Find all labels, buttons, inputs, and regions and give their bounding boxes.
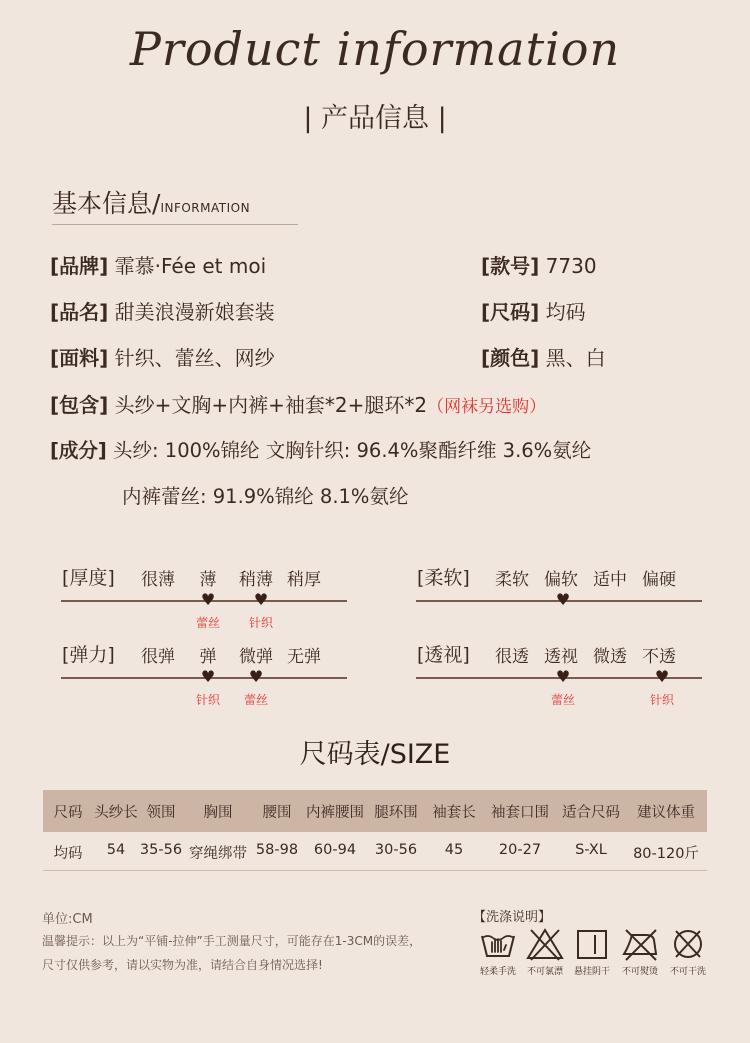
scale-option: 弹: [199, 647, 217, 667]
table-header-cell: 头纱长: [94, 805, 138, 821]
table-cell: 20-27: [498, 842, 542, 858]
hand-wash-icon: [478, 926, 518, 962]
scale-mark-label: 蕾丝: [550, 693, 575, 707]
no-bleach-icon: [525, 926, 565, 962]
scale-option: 很弹: [141, 647, 175, 667]
size-table-title: 尺码表/SIZE: [299, 739, 451, 770]
table-cell: 60-94: [313, 842, 357, 858]
table-header-cell: 腿环围: [374, 805, 418, 821]
info-row-size: [尺码] 均码: [481, 300, 586, 324]
info-row-includes: [包含] 头纱+文胸+内裤+袖套*2+腿环*2（网袜另选购）: [50, 393, 547, 417]
heart-icon: ♥: [555, 667, 571, 686]
table-cell: 30-56: [374, 842, 418, 858]
scale-title-softness: [柔软]: [417, 567, 470, 589]
scale-mark-label: 蕾丝: [243, 693, 268, 707]
info-row-color: [颜色] 黑、白: [481, 346, 606, 370]
table-header-cell: 领围: [146, 805, 176, 821]
heart-icon: ♥: [555, 590, 571, 609]
includes-note: （网袜另选购）: [427, 397, 547, 417]
scale-option: 很薄: [141, 570, 175, 590]
tip-line-2: 尺寸仅供参考，请以实物为准，请结合自身情况选择!: [42, 958, 323, 972]
scale-option: 透视: [544, 647, 578, 667]
heart-icon: ♥: [253, 590, 269, 609]
info-row-composition: [成分] 头纱: 100%锦纶 文胸针织: 96.4%聚酯纤维 3.6%氨纶: [50, 439, 592, 462]
heart-icon: ♥: [200, 667, 216, 686]
heart-icon: ♥: [200, 590, 216, 609]
info-row-style-no: [款号] 7730: [481, 254, 597, 278]
table-cell: 54: [106, 842, 126, 858]
table-header-cell: 适合尺码: [562, 805, 620, 821]
table-header-cell: 腰围: [262, 805, 292, 821]
unit-note: 单位:CM: [42, 912, 93, 927]
table-header-cell: 尺码: [53, 805, 83, 821]
care-label: 轻柔手洗: [479, 967, 516, 977]
scale-option: 适中: [593, 570, 627, 590]
table-header-cell: 袖套长: [432, 805, 476, 821]
scale-title-thickness: [厚度]: [62, 567, 115, 589]
scale-option: 稍厚: [287, 570, 321, 590]
scale-mark-label: 针织: [195, 693, 220, 707]
table-header-cell: 建议体重: [637, 805, 695, 821]
table-divider: [43, 870, 707, 871]
scale-option: 微弹: [239, 647, 273, 667]
scale-mark-label: 针织: [248, 616, 273, 630]
scale-option: 偏硬: [642, 570, 676, 590]
care-title: 【洗涤说明】: [473, 910, 552, 925]
scale-mark-label: 针织: [649, 693, 674, 707]
info-row-brand: [品牌] 霏慕·Fée et moi: [50, 254, 267, 278]
scale-option: 很透: [495, 647, 529, 667]
no-iron-icon: [620, 926, 660, 962]
care-label: 不可熨烫: [621, 967, 658, 977]
scale-option: 薄: [199, 570, 217, 590]
care-label: 悬挂阴干: [573, 967, 610, 977]
scale-option: 稍薄: [239, 570, 273, 590]
table-cell: S-XL: [575, 842, 607, 858]
scale-mark-label: 蕾丝: [195, 616, 220, 630]
tip-line-1: 温馨提示：以上为“平铺-拉伸”手工测量尺寸，可能存在1-3CM的误差，: [42, 934, 422, 948]
care-label: 不可氯漂: [526, 967, 563, 977]
section-title-en: INFORMATION: [160, 201, 251, 215]
info-row-fabric: [面料] 针织、蕾丝、网纱: [50, 346, 275, 370]
script-title: Product information: [129, 22, 621, 76]
info-row-composition-2: 内裤蕾丝: 91.9%锦纶 8.1%氨纶: [122, 485, 409, 508]
table-cell: 穿绳绑带: [189, 846, 247, 862]
table-cell: 80-120斤: [633, 846, 699, 862]
heart-icon: ♥: [248, 667, 264, 686]
no-dry-clean-icon: [668, 926, 708, 962]
info-row-name: [品名] 甜美浪漫新娘套装: [50, 300, 275, 324]
scale-option: 不透: [642, 647, 676, 667]
table-cell: 35-56: [139, 842, 183, 858]
section-heading: [52, 184, 250, 220]
table-cell: 45: [444, 842, 464, 858]
table-header-cell: 袖套口围: [491, 805, 549, 821]
scale-title-transparency: [透视]: [417, 644, 470, 666]
cn-title: | 产品信息 |: [303, 103, 447, 134]
scale-option: 无弹: [287, 647, 321, 667]
table-header-cell: 胸围: [203, 805, 233, 821]
care-label: 不可干洗: [669, 967, 706, 977]
hang-dry-icon: [572, 926, 612, 962]
table-cell: 58-98: [255, 842, 299, 858]
scale-option: 偏软: [544, 570, 578, 590]
table-header-cell: 内裤腰围: [306, 805, 364, 821]
table-cell: 均码: [53, 846, 83, 862]
scale-option: 微透: [593, 647, 627, 667]
scale-title-elasticity: [弹力]: [62, 644, 115, 666]
scale-option: 柔软: [495, 570, 529, 590]
section-divider: [52, 224, 298, 225]
heart-icon: ♥: [654, 667, 670, 686]
section-title-cn: 基本信息/: [52, 189, 161, 218]
